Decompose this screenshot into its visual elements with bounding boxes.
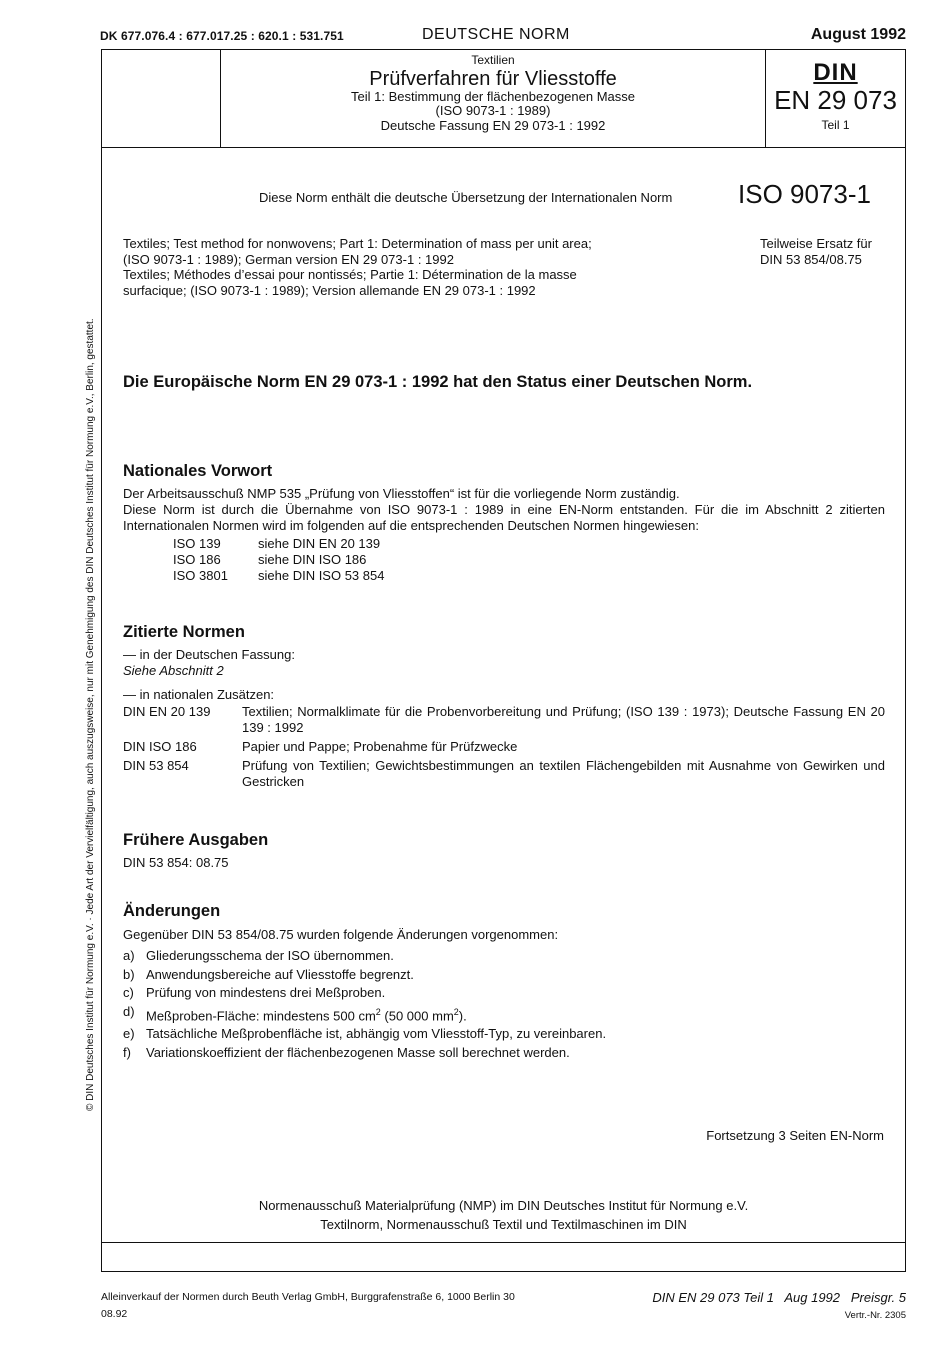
change-letter: b) xyxy=(123,966,135,982)
change-letter: a) xyxy=(123,948,135,963)
ref-iso: ISO 186 xyxy=(173,552,221,567)
reference-row xyxy=(173,536,384,552)
zitierte-line3: — in nationalen Zusätzen: xyxy=(123,687,275,702)
change-text: Variationskoeffizient der flächenbezogenen Masse soll berechnet werden. xyxy=(146,1044,570,1060)
footer-sales: Alleinverkauf der Normen durch Beuth Verlag GmbH, Burggrafenstraße 6, 1000 Berlin 30 xyxy=(101,1291,515,1303)
title-part: Teil 1: Bestimmung der flächenbezogenen Masse xyxy=(351,89,635,105)
cited-code: DIN 53 854 xyxy=(123,758,189,773)
din-number-block xyxy=(765,50,905,147)
zitierte-line1: — in der Deutschen Fassung: xyxy=(123,647,295,662)
cited-row xyxy=(123,739,885,758)
cited-desc: Textilien; Normalklimate für die Probenvorbereitung und Prüfung; (ISO 139 : 1973); Deutsche Fassung EN 20 139 : 1992 xyxy=(242,704,885,735)
publication-date: August 1992 xyxy=(810,26,906,43)
cited-row xyxy=(123,704,885,739)
french-title-2: surfacique; (ISO 9073-1 : 1989); Version allemande EN 29 073-1 : 1992 xyxy=(123,282,536,298)
cited-desc: Prüfung von Textilien; Gewichtsbestimmungen an textilen Flächengebilden mit Ausnahme von Gewirken und Gestricken xyxy=(242,758,885,789)
replacement-line-1: Teilweise Ersatz für xyxy=(760,236,872,251)
fruehere-text: DIN 53 854: 08.75 xyxy=(123,855,229,870)
vorwort-heading: Nationales Vorwort xyxy=(123,462,273,480)
vorwort-section xyxy=(123,463,885,584)
zitierte-heading: Zitierte Normen xyxy=(123,623,245,641)
iso-statement-text: Diese Norm enthält die deutsche Übersetzung der Internationalen Norm xyxy=(259,190,673,205)
change-text: Prüfung von mindestens drei Meßproben. xyxy=(146,985,386,1000)
bottom-box xyxy=(102,1242,905,1243)
change-text: Anwendungsbereiche auf Vliesstoffe begrenzt. xyxy=(146,966,414,982)
aenderungen-intro: Gegenüber DIN 53 854/08.75 wurden folgende Änderungen vorgenommen: xyxy=(123,926,559,942)
title-version: Deutsche Fassung EN 29 073-1 : 1992 xyxy=(380,117,606,133)
zitierte-section xyxy=(123,624,885,790)
change-text: Gliederungsschema der ISO übernommen. xyxy=(146,948,394,963)
footer-reference: DIN EN 29 073 Teil 1 Aug 1992 Preisgr. 5 xyxy=(652,1290,906,1305)
change-item xyxy=(123,1044,606,1063)
cited-code: DIN ISO 186 xyxy=(123,739,197,754)
vorwort-p1: Der Arbeitsausschuß NMP 535 „Prüfung von Vliesstoffen“ ist für die vorliegende Norm zuständig. xyxy=(123,486,680,501)
vorwort-p2: Diese Norm ist durch die Übernahme von ISO 9073-1 : 1989 in eine EN-Norm entstanden. Für die im Abschnitt 2 zitierten Internationalen Normen wird im folgenden auf die entsprechenden Deutschen Normen hingewiesen: xyxy=(123,502,885,533)
title-left-cell xyxy=(102,50,221,147)
change-letter: c) xyxy=(123,985,134,1000)
aenderungen-heading: Änderungen xyxy=(123,902,221,920)
replacement-line-2: DIN 53 854/08.75 xyxy=(760,251,862,267)
norm-part: Teil 1 xyxy=(821,118,850,132)
cited-row xyxy=(123,758,885,790)
continuation-note: Fortsetzung 3 Seiten EN-Norm xyxy=(706,1128,884,1143)
title-iso: (ISO 9073-1 : 1989) xyxy=(435,103,551,119)
fruehere-heading: Frühere Ausgaben xyxy=(123,831,269,849)
ref-iso: ISO 3801 xyxy=(173,568,228,583)
committee-block xyxy=(101,1196,906,1234)
title-center xyxy=(221,50,765,133)
norm-number: EN 29 073 xyxy=(774,85,897,115)
change-letter: e) xyxy=(123,1026,135,1042)
ref-din: siehe DIN ISO 53 854 xyxy=(258,568,385,583)
reference-table xyxy=(173,536,384,584)
translation-block xyxy=(123,236,743,298)
committee-line1: Normenausschuß Materialprüfung (NMP) im DIN Deutsches Institut für Normung e.V. xyxy=(258,1198,749,1213)
english-title-1: Textiles; Test method for nonwovens; Part 1: Determination of mass per unit area; xyxy=(123,236,592,251)
cited-desc: Papier und Pappe; Probenahme für Prüfzwecke xyxy=(242,739,518,754)
cited-code: DIN EN 20 139 xyxy=(123,704,211,719)
deutsche-norm-label: DEUTSCHE NORM xyxy=(422,26,570,43)
change-item xyxy=(123,1003,606,1026)
reference-row xyxy=(173,568,384,584)
ref-din: siehe DIN ISO 186 xyxy=(258,552,367,567)
changes-list xyxy=(123,947,606,1062)
replacement-note xyxy=(760,236,872,267)
ref-iso: ISO 139 xyxy=(173,536,221,551)
change-letter: d) xyxy=(123,1003,135,1019)
change-d-sup2: 2 xyxy=(453,1006,459,1017)
cited-norms-table xyxy=(123,704,885,790)
committee-line2: Textilnorm, Normenausschuß Textil und Textilmaschinen im DIN xyxy=(320,1217,687,1232)
change-text xyxy=(146,1003,606,1026)
change-item xyxy=(123,947,606,966)
ref-din: siehe DIN EN 20 139 xyxy=(258,536,381,551)
din-logo: DIN xyxy=(813,59,858,86)
change-d-pre: Meßproben-Fläche: mindestens 500 cm xyxy=(146,1007,376,1023)
change-item xyxy=(123,1025,606,1044)
footer-vertr: Vertr.-Nr. 2305 xyxy=(844,1310,906,1321)
english-title-2: (ISO 9073-1 : 1989); German version EN 29 073-1 : 1992 xyxy=(123,251,454,267)
title-block xyxy=(102,50,905,148)
title-category: Textilien xyxy=(471,53,515,67)
change-item xyxy=(123,984,606,1003)
aenderungen-section xyxy=(123,902,885,1062)
change-letter: f) xyxy=(123,1044,131,1060)
change-text: Tatsächliche Meßprobenfläche ist, abhängig vom Vliesstoff-Typ, zu vereinbaren. xyxy=(146,1026,607,1042)
dk-classification: DK 677.076.4 : 677.017.25 : 620.1 : 531.751 xyxy=(100,29,344,43)
fruehere-section xyxy=(123,832,885,871)
change-item xyxy=(123,966,606,985)
status-statement: Die Europäische Norm EN 29 073-1 : 1992 hat den Status einer Deutschen Norm. xyxy=(123,373,753,391)
copyright-sidebar: © DIN Deutsches Institut für Normung e.V. · Jede Art der Vervielfältigung, auch auszugsweise, nur mit Genehmigung des DIN Deutsches Institut für Normung e.V., Berlin, gestattet. xyxy=(85,318,96,1111)
change-d-sup1: 2 xyxy=(375,1006,381,1017)
zitierte-line2: Siehe Abschnitt 2 xyxy=(123,663,224,678)
reference-row xyxy=(173,552,384,568)
change-d-post: ). xyxy=(458,1007,467,1023)
footer-code: 08.92 xyxy=(101,1308,128,1320)
change-d-mid: (50 000 mm xyxy=(380,1007,454,1023)
iso-statement-number: ISO 9073-1 xyxy=(738,179,871,209)
french-title-1: Textiles; Méthodes d’essai pour nontissés; Partie 1: Détermination de la masse xyxy=(123,267,577,282)
title-main: Prüfverfahren für Vliesstoffe xyxy=(369,68,617,91)
